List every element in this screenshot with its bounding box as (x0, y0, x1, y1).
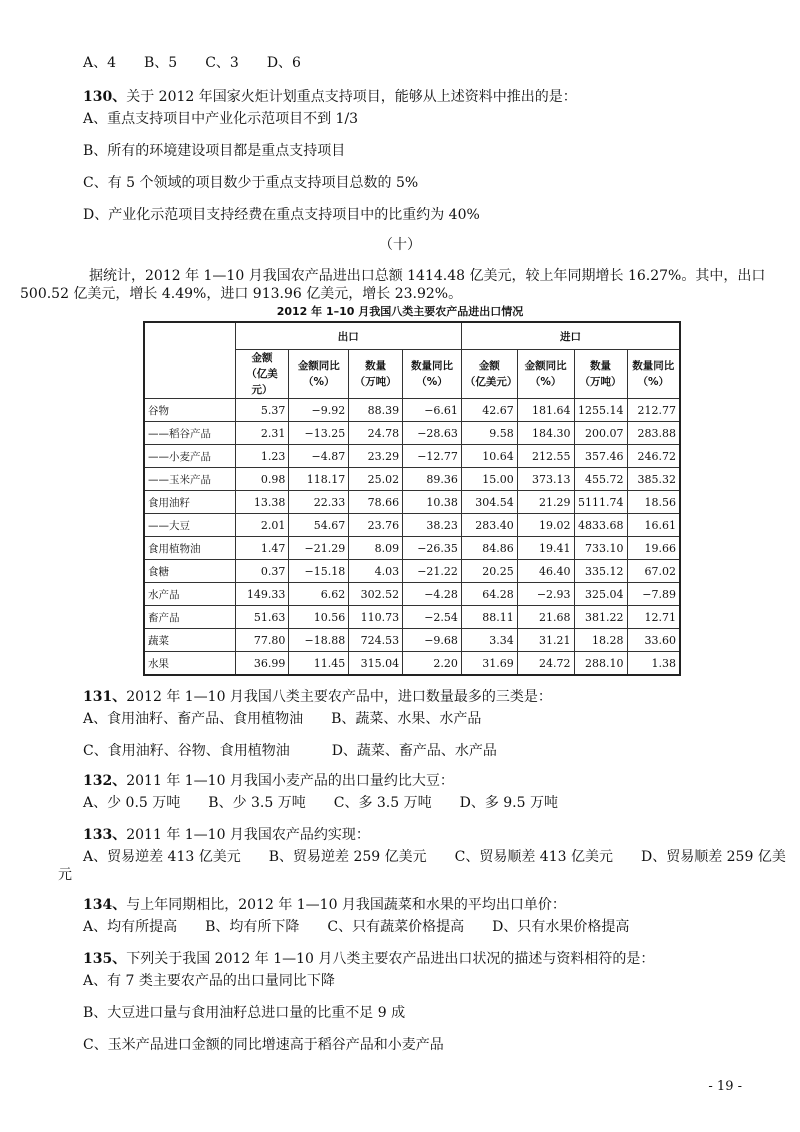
table-cell: 149.33 (235, 583, 289, 606)
table-cell: 724.53 (349, 629, 403, 652)
row-label: 畜产品 (144, 606, 235, 629)
table-cell: 3.34 (461, 629, 517, 652)
question-133-stem (83, 826, 370, 844)
table-cell: 118.17 (289, 468, 349, 491)
row-label: 水产品 (144, 583, 235, 606)
table-cell: 246.72 (627, 445, 680, 468)
q134-options-line: A、均有所提高 B、均有所下降 C、只有蔬菜价格提高 D、只有水果价格提高 (83, 919, 630, 935)
table-cell: −15.18 (289, 560, 349, 583)
table-cell: 315.04 (349, 652, 403, 676)
question-135-stem (83, 950, 654, 968)
table-cell: 88.11 (461, 606, 517, 629)
table-cell: 23.76 (349, 514, 403, 537)
table-cell: 18.56 (627, 491, 680, 514)
table-cell: 13.38 (235, 491, 289, 514)
agri-trade-table (143, 321, 681, 676)
table-cell: −6.61 (403, 399, 462, 422)
q130-option-a: A、重点支持项目中产业化示范项目不到 1/3 (83, 111, 359, 127)
question-text: 下列关于我国 2012 年 1—10 月八类主要农产品进出口状况的描述与资料相符的是： (126, 951, 655, 967)
table-cell: 20.25 (461, 560, 517, 583)
q131-options-line-2: C、食用油籽、谷物、食用植物油 D、蔬菜、畜产品、水产品 (83, 743, 497, 759)
question-text: 2011 年 1—10 月我国农产品约实现： (126, 827, 370, 843)
table-cell: −18.88 (289, 629, 349, 652)
row-label: ——小麦产品 (144, 445, 235, 468)
table-cell: 19.41 (517, 537, 574, 560)
export-group-header: 出口 (235, 322, 461, 350)
table-cell: −13.25 (289, 422, 349, 445)
table-cell: 15.00 (461, 468, 517, 491)
column-header: 数量同比 （%） (627, 350, 680, 399)
question-number: 135、 (83, 951, 127, 967)
question-number: 131、 (83, 689, 127, 705)
question-text: 关于 2012 年国家火炬计划重点支持项目，能够从上述资料中推出的是： (126, 89, 577, 105)
column-header: 数量同比 （%） (403, 350, 462, 399)
question-text: 2012 年 1—10 月我国八类主要农产品中，进口数量最多的三类是： (126, 689, 552, 705)
row-label: 水果 (144, 652, 235, 676)
table-cell: 19.02 (517, 514, 574, 537)
q130-option-b: B、所有的环境建设项目都是重点支持项目 (83, 143, 346, 159)
q133-options-line-2: 元 (58, 867, 72, 883)
question-130-stem (83, 88, 577, 106)
q135-option-c: C、玉米产品进口金额的同比增速高于稻谷产品和小麦产品 (83, 1037, 444, 1053)
table-cell: 283.88 (627, 422, 680, 445)
table-cell: 357.46 (574, 445, 627, 468)
table-cell: 5.37 (235, 399, 289, 422)
table-cell: 181.64 (517, 399, 574, 422)
table-cell: 31.69 (461, 652, 517, 676)
table-cell: 325.04 (574, 583, 627, 606)
row-label: 食用植物油 (144, 537, 235, 560)
import-group-header: 进口 (461, 322, 680, 350)
table-cell: 19.66 (627, 537, 680, 560)
table-cell: 21.68 (517, 606, 574, 629)
table-cell: 89.36 (403, 468, 462, 491)
column-header: 金额同比 （%） (517, 350, 574, 399)
table-row (144, 583, 680, 606)
table-cell: 385.32 (627, 468, 680, 491)
table-cell: 46.40 (517, 560, 574, 583)
table-cell: 25.02 (349, 468, 403, 491)
table-cell: 51.63 (235, 606, 289, 629)
table-cell: 283.40 (461, 514, 517, 537)
table-cell: 304.54 (461, 491, 517, 514)
question-134-stem (83, 896, 566, 914)
table-cell: 2.01 (235, 514, 289, 537)
q130-option-d: D、产业化示范项目支持经费在重点支持项目中的比重约为 40% (83, 207, 480, 223)
column-header: 数量 （万吨） (574, 350, 627, 399)
table-cell: −26.35 (403, 537, 462, 560)
table-row (144, 560, 680, 583)
table-cell: 24.72 (517, 652, 574, 676)
table-row (144, 629, 680, 652)
q135-option-b: B、大豆进口量与食用油籽总进口量的比重不足 9 成 (83, 1005, 406, 1021)
q130-option-c: C、有 5 个领域的项目数少于重点支持项目总数的 5% (83, 175, 419, 191)
q131-options-line-1: A、食用油籽、畜产品、食用植物油 B、蔬菜、水果、水产品 (83, 711, 482, 727)
intro-line-2: 500.52 亿美元，增长 4.49%，进口 913.96 亿美元，增长 23.92%。 (20, 286, 463, 302)
row-label: ——大豆 (144, 514, 235, 537)
table-cell: 1.23 (235, 445, 289, 468)
table-cell: −9.68 (403, 629, 462, 652)
table-cell: 31.21 (517, 629, 574, 652)
table-cell: 67.02 (627, 560, 680, 583)
question-number: 134、 (83, 897, 127, 913)
question-131-stem (83, 688, 552, 706)
table-cell: −2.54 (403, 606, 462, 629)
table-cell: 77.80 (235, 629, 289, 652)
column-header: 金额 （亿美元） (461, 350, 517, 399)
table-cell: 88.39 (349, 399, 403, 422)
table-row (144, 537, 680, 560)
table-cell: 24.78 (349, 422, 403, 445)
table-cell: −12.77 (403, 445, 462, 468)
table-cell: 6.62 (289, 583, 349, 606)
table-row (144, 514, 680, 537)
table-cell: 455.72 (574, 468, 627, 491)
row-label: ——稻谷产品 (144, 422, 235, 445)
table-cell: 84.86 (461, 537, 517, 560)
question-text: 与上年同期相比，2012 年 1—10 月我国蔬菜和水果的平均出口单价： (126, 897, 566, 913)
table-row (144, 468, 680, 491)
table-cell: 733.10 (574, 537, 627, 560)
table-cell: 212.55 (517, 445, 574, 468)
prev-question-options: A、4 B、5 C、3 D、6 (83, 55, 301, 71)
table-cell: 335.12 (574, 560, 627, 583)
table-cell: 16.61 (627, 514, 680, 537)
column-header: 金额 （亿美元） (235, 350, 289, 399)
table-cell: 10.56 (289, 606, 349, 629)
q132-options-line: A、少 0.5 万吨 B、少 3.5 万吨 C、多 3.5 万吨 D、多 9.5 万吨 (83, 795, 558, 811)
column-header: 数量 （万吨） (349, 350, 403, 399)
table-row (144, 491, 680, 514)
table-corner-cell (144, 322, 235, 399)
table-cell: 1255.14 (574, 399, 627, 422)
table-cell: 302.52 (349, 583, 403, 606)
row-label: ——玉米产品 (144, 468, 235, 491)
table-cell: 184.30 (517, 422, 574, 445)
table-cell: 78.66 (349, 491, 403, 514)
table-cell: −7.89 (627, 583, 680, 606)
table-cell: 36.99 (235, 652, 289, 676)
table-cell: −4.28 (403, 583, 462, 606)
intro-line-1: 据统计，2012 年 1—10 月我国农产品进出口总额 1414.48 亿美元，较上年同期增长 16.27%。其中，出口 (89, 268, 766, 284)
table-cell: 22.33 (289, 491, 349, 514)
row-label: 食用油籽 (144, 491, 235, 514)
table-row (144, 422, 680, 445)
table-cell: 10.64 (461, 445, 517, 468)
question-number: 132、 (83, 773, 127, 789)
row-label: 蔬菜 (144, 629, 235, 652)
table-cell: −4.87 (289, 445, 349, 468)
table-cell: 21.29 (517, 491, 574, 514)
table-cell: 110.73 (349, 606, 403, 629)
table-cell: 1.38 (627, 652, 680, 676)
q135-option-a: A、有 7 类主要农产品的出口量同比下降 (83, 973, 335, 989)
table-cell: 212.77 (627, 399, 680, 422)
table-cell: 0.37 (235, 560, 289, 583)
table-cell: −9.92 (289, 399, 349, 422)
table-cell: 0.98 (235, 468, 289, 491)
table-cell: 11.45 (289, 652, 349, 676)
section-title: （十） (379, 237, 421, 253)
table-cell: 373.13 (517, 468, 574, 491)
question-132-stem (83, 772, 454, 790)
table-cell: 12.71 (627, 606, 680, 629)
table-cell: 10.38 (403, 491, 462, 514)
page-number: - 19 - (708, 1079, 742, 1094)
column-header: 金额同比 （%） (289, 350, 349, 399)
table-cell: 18.28 (574, 629, 627, 652)
row-label: 食糖 (144, 560, 235, 583)
table-cell: −28.63 (403, 422, 462, 445)
table-row (144, 445, 680, 468)
table-cell: 38.23 (403, 514, 462, 537)
table-cell: 23.29 (349, 445, 403, 468)
question-text: 2011 年 1—10 月我国小麦产品的出口量约比大豆： (126, 773, 454, 789)
table-cell: −21.22 (403, 560, 462, 583)
table-cell: 2.20 (403, 652, 462, 676)
row-label: 谷物 (144, 399, 235, 422)
table-cell: −2.93 (517, 583, 574, 606)
table-cell: 33.60 (627, 629, 680, 652)
q133-options-line-1: A、贸易逆差 413 亿美元 B、贸易逆差 259 亿美元 C、贸易顺差 413 亿美元 D、贸易顺差 259 亿美 (83, 849, 786, 865)
table-row (144, 652, 680, 676)
table-cell: 42.67 (461, 399, 517, 422)
table-cell: 2.31 (235, 422, 289, 445)
table-cell: 1.47 (235, 537, 289, 560)
table-cell: 4833.68 (574, 514, 627, 537)
table-cell: 200.07 (574, 422, 627, 445)
table-caption: 2012 年 1–10 月我国八类主要农产品进出口情况 (276, 305, 524, 318)
table-cell: 64.28 (461, 583, 517, 606)
table-row (144, 399, 680, 422)
question-number: 133、 (83, 827, 127, 843)
table-cell: 288.10 (574, 652, 627, 676)
table-row (144, 606, 680, 629)
table-cell: −21.29 (289, 537, 349, 560)
intro-paragraph (20, 267, 766, 303)
table-cell: 4.03 (349, 560, 403, 583)
table-cell: 5111.74 (574, 491, 627, 514)
question-number: 130、 (83, 89, 127, 105)
table-body (144, 399, 680, 676)
table-cell: 8.09 (349, 537, 403, 560)
table-cell: 9.58 (461, 422, 517, 445)
table-cell: 381.22 (574, 606, 627, 629)
table-cell: 54.67 (289, 514, 349, 537)
